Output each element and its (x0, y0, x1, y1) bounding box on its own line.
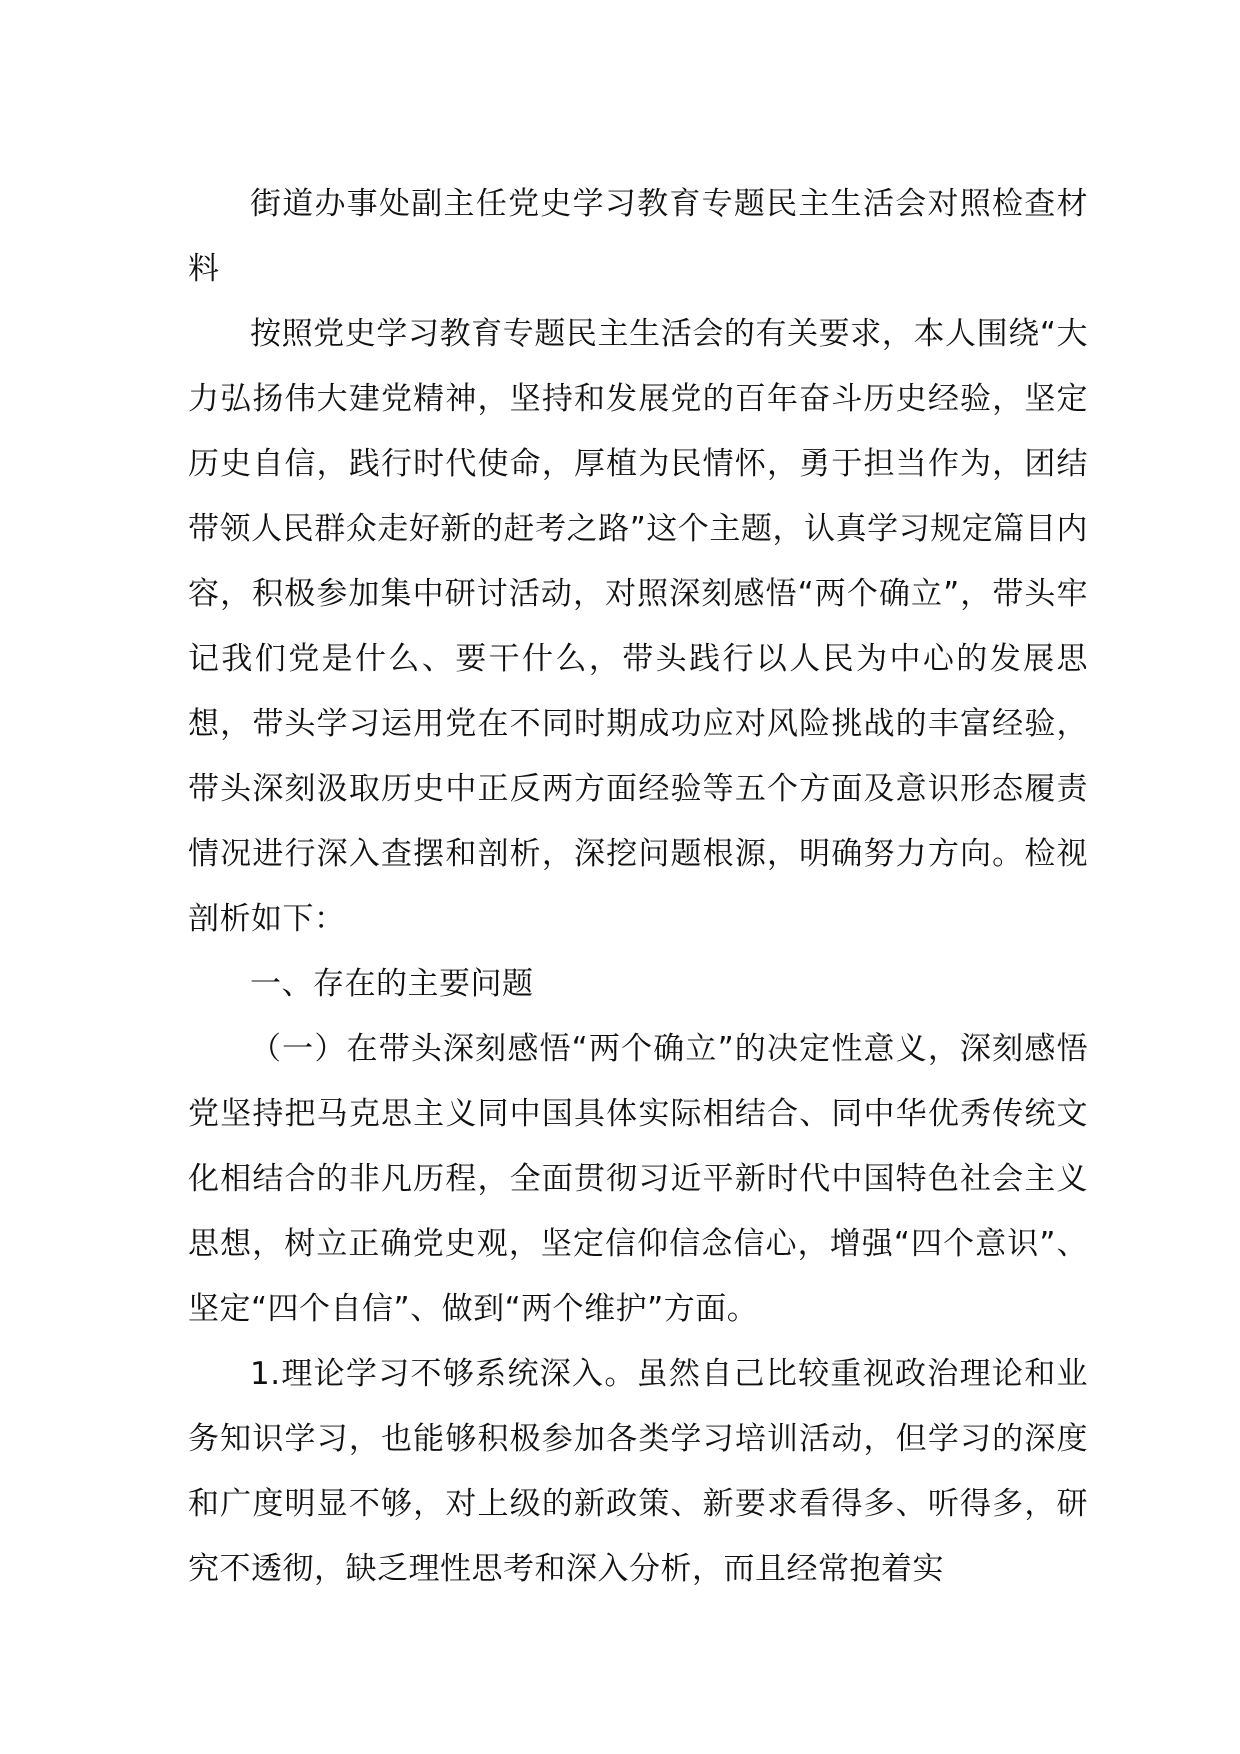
subsection-heading: （一）在带头深刻感悟“两个确立”的决定性意义，深刻感悟党坚持把马克思主义同中国具体实际相结合、同中华优秀传统文化相结合的非凡历程，全面贯彻习近平新时代中国特色社会主义思想，树立正确党史观，坚定信仰信念信心，增强“四个意识”、坚定“四个自信”、做到“两个维护”方面。 (188, 1031, 1088, 1327)
point-paragraph: 1.理论学习不够系统深入。虽然自己比较重视政治理论和业务知识学习，也能够积极参加各类学习培训活动，但学习的深度和广度明显不够，对上级的新政策、新要求看得多、听得多，研究不透彻，缺乏理性思考和深入分析，而且经常抱着实 (188, 1356, 1088, 1587)
section-heading: 一、存在的主要问题 (250, 966, 534, 1002)
document-title: 街道办事处副主任党史学习教育专题民主生活会对照检查材料 (188, 186, 1088, 287)
document-body (188, 172, 1088, 1602)
intro-paragraph: 按照党史学习教育专题民主生活会的有关要求，本人围绕“大力弘扬伟大建党精神，坚持和发展党的百年奋斗历史经验，坚定历史自信，践行时代使命，厚植为民情怀，勇于担当作为，团结带领人民群众走好新的赶考之路”这个主题，认真学习规定篇目内容，积极参加集中研讨活动，对照深刻感悟“两个确立”，带头牢记我们党是什么、要干什么，带头践行以人民为中心的发展思想，带头学习运用党在不同时期成功应对风险挑战的丰富经验，带头深刻汲取历史中正反两方面经验等五个方面及意识形态履责情况进行深入查摆和剖析，深挖问题根源，明确努力方向。检视剖析如下： (188, 316, 1088, 937)
